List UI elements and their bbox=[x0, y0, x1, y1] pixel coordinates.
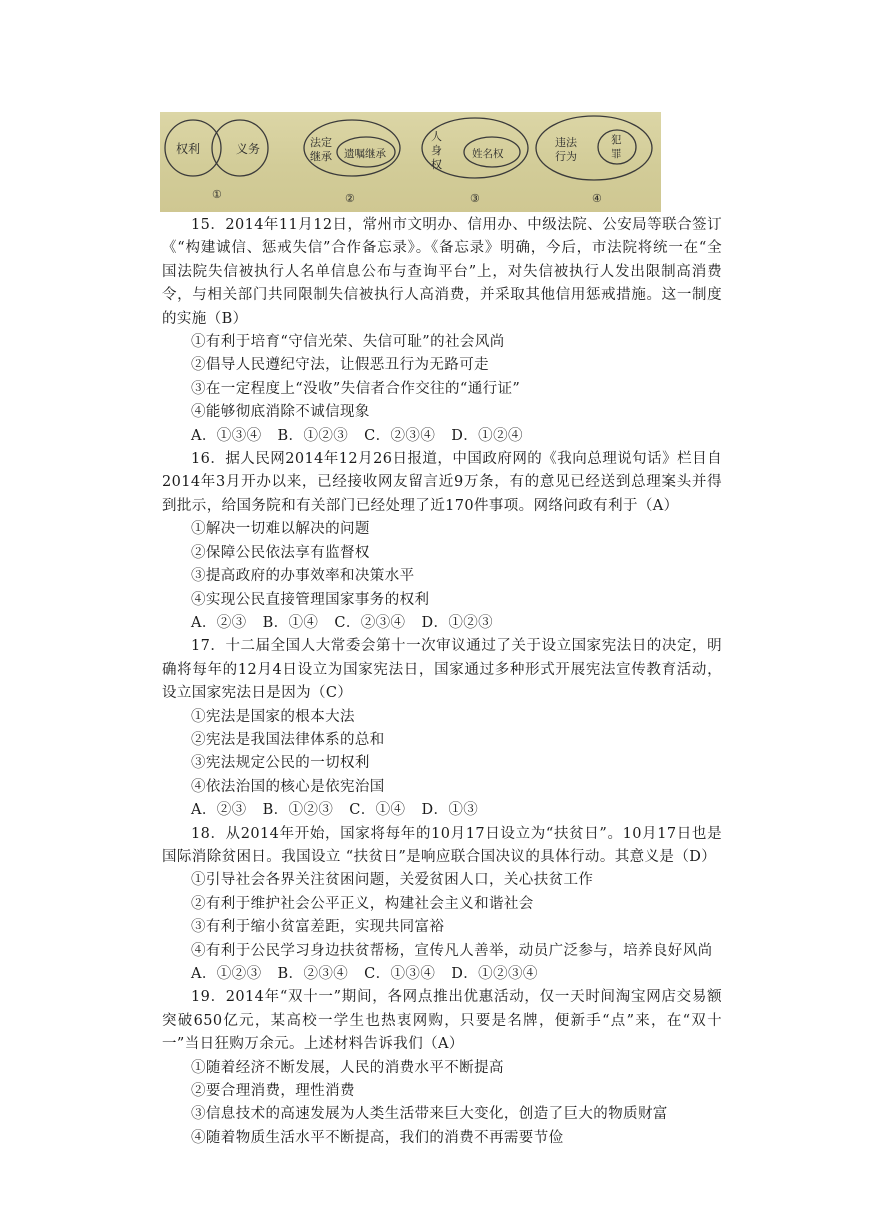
d3-number: ③ bbox=[470, 192, 480, 205]
choice-c: C．②③④ bbox=[334, 614, 406, 631]
question-text: 16．据人民网2014年12月26日报道，中国政府网的《我向总理说句话》栏目自2014年3月开办以来，已经接收网友留言近9万条，有的意见已经送到总理案头并得到批示，给国务院和有关部门已经处理了近170件事项。网络问政有利于（A） bbox=[162, 451, 722, 514]
choice-c: C．①③④ bbox=[364, 966, 436, 982]
d4-outer-label-1: 违法 bbox=[555, 136, 577, 149]
choice-a: A．①③④ bbox=[191, 427, 262, 444]
d2-inner-label: 遗嘱继承 bbox=[344, 148, 386, 160]
choice-c: C．②③④ bbox=[364, 427, 436, 444]
choice-a: A．②③ bbox=[191, 614, 247, 631]
choice-d: D．①②③ bbox=[421, 614, 494, 631]
d4-outer-label-2: 行为 bbox=[555, 150, 577, 163]
question-16 bbox=[162, 448, 722, 635]
option: ②宪法是我国法律体系的总和 bbox=[191, 731, 385, 748]
choice-d: D．①③ bbox=[421, 802, 479, 819]
question-19 bbox=[162, 986, 722, 1150]
answer-choices bbox=[162, 963, 722, 986]
choice-b: B．①②③ bbox=[277, 427, 349, 444]
questions-area bbox=[162, 214, 722, 1150]
choice-a: A．②③ bbox=[191, 802, 247, 819]
option: ②保障公民依法享有监督权 bbox=[191, 544, 370, 561]
choice-b: B．①④ bbox=[262, 614, 319, 631]
option: ④能够彻底消除不诚信现象 bbox=[191, 404, 370, 421]
option: ④有利于公民学习身边扶贫帮杨，宣传凡人善举，动员广泛参与，培养良好风尚 bbox=[191, 942, 713, 959]
choice-b: B．①②③ bbox=[262, 802, 334, 819]
d1-number: ① bbox=[212, 188, 222, 201]
d2-outer-label-1: 法定 bbox=[310, 136, 332, 149]
d3-outer-label-2: 身 bbox=[431, 144, 442, 157]
option: ②要合理消费，理性消费 bbox=[191, 1083, 355, 1100]
choice-d: D．①②③④ bbox=[451, 966, 538, 982]
option: ④依法治国的核心是依宪治国 bbox=[191, 778, 385, 795]
choice-b: B．②③④ bbox=[277, 966, 349, 982]
d2-outer-label-2: 继承 bbox=[310, 150, 332, 163]
answer-choices bbox=[162, 612, 722, 635]
option: ①有利于培育“守信光荣、失信可耻”的社会风尚 bbox=[191, 334, 505, 351]
d1-left-label: 权利 bbox=[176, 142, 201, 156]
d3-outer-label-1: 人 bbox=[431, 130, 442, 143]
venn-diagrams bbox=[160, 112, 661, 212]
option: ①宪法是国家的根本大法 bbox=[191, 708, 355, 725]
venn-diagram-photo bbox=[160, 112, 661, 212]
question-17 bbox=[162, 635, 722, 822]
d4-number: ④ bbox=[592, 192, 602, 205]
question-18 bbox=[162, 823, 722, 987]
option: ①引导社会各界关注贫困问题，关爱贫困人口，关心扶贫工作 bbox=[191, 872, 594, 889]
choice-d: D．①②④ bbox=[451, 427, 523, 444]
d3-inner-label: 姓名权 bbox=[472, 148, 504, 160]
d4-inner-label-2: 罪 bbox=[611, 148, 622, 160]
option: ③信息技术的高速发展为人类生活带来巨大变化，创造了巨大的物质财富 bbox=[191, 1106, 668, 1123]
option: ③提高政府的办事效率和决策水平 bbox=[191, 568, 415, 585]
question-text: 15．2014年11月12日，常州市文明办、信用办、中级法院、公安局等联合签订《“构建诚信、惩戒失信”合作备忘录》。《备忘录》明确，今后，市法院将统一在“全国法院失信被执行人名单信息公布与查询平台”上，对失信被执行人发出限制高消费令，与相关部门共同限制失信被执行人高消费，并采取其他信用惩戒措施。这一制度的实施（B） bbox=[162, 217, 722, 327]
question-15 bbox=[162, 214, 722, 448]
choice-a: A．①②③ bbox=[191, 966, 262, 982]
option: ④随着物质生活水平不断提高，我们的消费不再需要节俭 bbox=[191, 1129, 564, 1146]
question-text: 19．2014年“双十一”期间，各网点推出优惠活动，仅一天时间淘宝网店交易额突破650亿元，某高校一学生也热衷网购，只要是名牌，便新手“点”来，在“双十一”当日狂购万余元。上述材料告诉我们（A） bbox=[162, 989, 722, 1053]
answer-choices bbox=[162, 425, 722, 448]
d4-inner-label-1: 犯 bbox=[611, 134, 622, 146]
option: ③有利于缩小贫富差距，实现共同富裕 bbox=[191, 919, 445, 936]
option: ④实现公民直接管理国家事务的权利 bbox=[191, 591, 430, 608]
d3-outer-label-3: 权 bbox=[431, 158, 442, 171]
choice-c: C．①④ bbox=[349, 802, 406, 819]
option: ②倡导人民遵纪守法，让假恶丑行为无路可走 bbox=[191, 357, 489, 374]
answer-choices bbox=[162, 799, 722, 822]
option: ①随着经济不断发展，人民的消费水平不断提高 bbox=[191, 1059, 504, 1076]
option: ②有利于维护社会公平正义，构建社会主义和谐社会 bbox=[191, 895, 534, 912]
option: ③在一定程度上“没收”失信者合作交往的“通行证” bbox=[191, 380, 521, 397]
d2-number: ② bbox=[345, 192, 355, 205]
question-text: 17．十二届全国人大常委会第十一次审议通过了关于设立国家宪法日的决定，明确将每年的12月4日设立为国家宪法日，国家通过多种形式开展宪法宣传教育活动，设立国家宪法日是因为（C） bbox=[162, 638, 722, 702]
question-text: 18．从2014年开始，国家将每年的10月17日设立为“扶贫日”。10月17日也是国际消除贫困日。我国设立 “扶贫日”是响应联合国决议的具体行动。其意义是（D） bbox=[162, 825, 722, 865]
d1-right-label: 义务 bbox=[236, 142, 261, 156]
option: ③宪法规定公民的一切权利 bbox=[191, 755, 370, 772]
option: ①解决一切难以解决的问题 bbox=[191, 521, 370, 538]
